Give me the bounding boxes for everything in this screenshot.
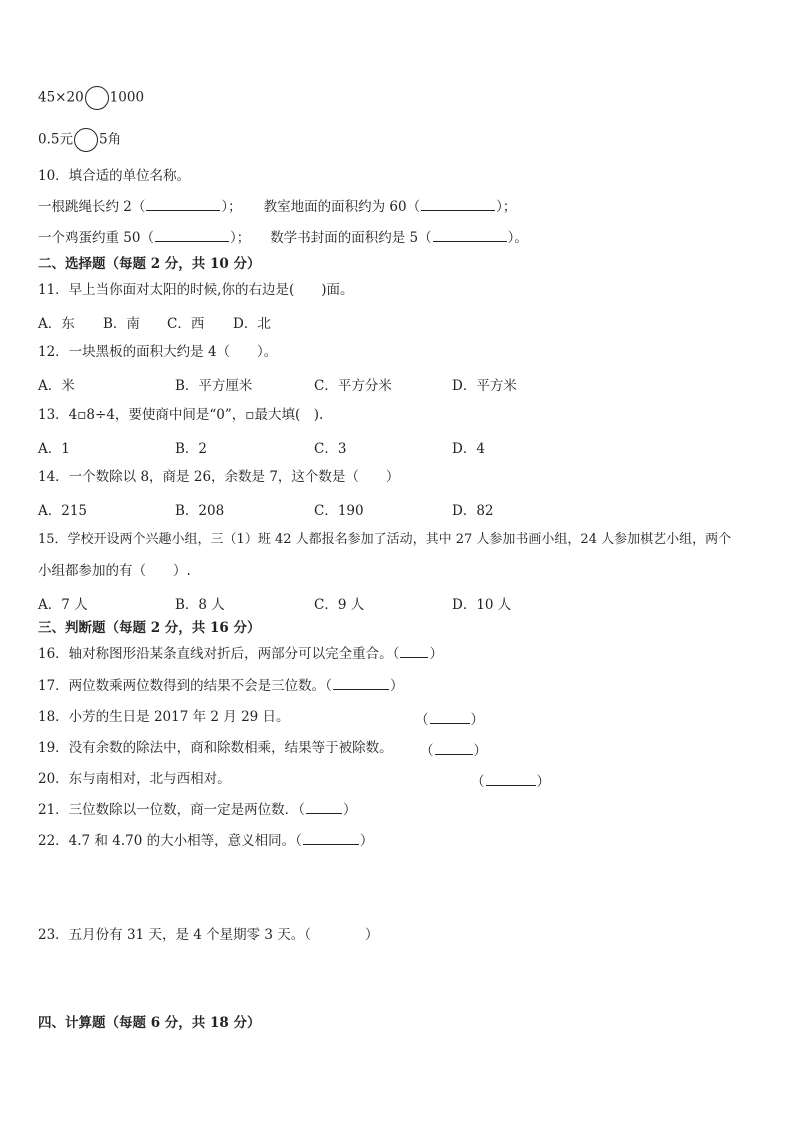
close-paren: ） <box>359 833 374 849</box>
compare-row-1 <box>38 86 144 110</box>
question-22 <box>38 832 373 850</box>
q15-option-c[interactable]: C．9 人 <box>314 597 365 613</box>
section-heading-choice: 二、选择题（每题 2 分，共 10 分） <box>38 256 261 272</box>
q13-option-d[interactable]: D．4 <box>452 441 485 457</box>
question-13: 13．4▫8÷4，要使商中间是“0”，▫最大填( ). <box>38 407 324 423</box>
close-paren: ） <box>429 646 443 662</box>
q13-option-c[interactable]: C．3 <box>314 441 347 457</box>
compare-right-2: 5角 <box>98 131 122 148</box>
question-10-title: 10．填合适的单位名称。 <box>38 168 191 184</box>
q11-option-d[interactable]: D．北 <box>233 316 271 332</box>
q16-text: 16．轴对称图形沿某条直线对折后，两部分可以完全重合。（ <box>38 646 400 662</box>
open-paren: （ <box>471 774 485 790</box>
compare-left-1: 45×20 <box>38 89 84 106</box>
question-15-line-2: 小组都参加的有（ ）. <box>38 563 191 579</box>
q11-option-c[interactable]: C．西 <box>167 316 205 332</box>
open-paren: （ <box>420 743 434 759</box>
q17-text: 17．两位数乘两位数得到的结果不会是三位数。（ <box>38 678 332 694</box>
q14-option-a[interactable]: A．215 <box>38 503 88 519</box>
answer-blank[interactable] <box>155 229 229 242</box>
q11-option-a[interactable]: A．东 <box>38 316 75 332</box>
answer-blank[interactable] <box>400 645 428 658</box>
q15-option-b[interactable]: B．8 人 <box>175 597 225 613</box>
q12-option-a[interactable]: A．米 <box>38 378 75 394</box>
q12-option-d[interactable]: D．平方米 <box>452 378 517 394</box>
question-18: 18．小芳的生日是 2017 年 2 月 29 日。 <box>38 709 290 725</box>
q10-r1a-end: ）； <box>221 199 242 215</box>
answer-blank[interactable] <box>306 801 342 814</box>
compare-left-2: 0.5元 <box>38 131 73 148</box>
question-15-line-1: 15．学校开设两个兴趣小组，三（1）班 42 人都报名参加了活动，其中 27 人参加书画小组，24 人参加棋艺小组，两个 <box>38 532 732 547</box>
question-17 <box>38 677 403 695</box>
q10-r2a: 一个鸡蛋约重 50（ <box>38 230 154 246</box>
question-14: 14．一个数除以 8，商是 26，余数是 7，这个数是（ ） <box>38 469 400 485</box>
close-paren: ） <box>389 678 404 694</box>
answer-blank[interactable] <box>486 773 536 786</box>
q22-text: 22．4.7 和 4.70 的大小相等，意义相同。（ <box>38 833 302 849</box>
q10-r1a: 一根跳绳长约 2（ <box>38 199 146 215</box>
answer-blank[interactable] <box>435 742 473 755</box>
answer-blank[interactable] <box>433 229 507 242</box>
question-19: 19．没有余数的除法中，商和除数相乘，结果等于被除数。 <box>38 740 393 756</box>
q19-answer <box>420 739 487 759</box>
answer-blank[interactable] <box>333 677 389 690</box>
question-20: 20．东与南相对，北与西相对。 <box>38 771 231 787</box>
q14-option-b[interactable]: B．208 <box>175 503 225 519</box>
compare-circle-2[interactable] <box>74 128 98 152</box>
compare-circle-1[interactable] <box>85 86 109 110</box>
answer-blank[interactable] <box>303 832 359 845</box>
close-paren: ） <box>536 774 550 790</box>
close-paren: ） <box>473 743 487 759</box>
q15-option-a[interactable]: A．7 人 <box>38 597 88 613</box>
section-heading-calc: 四、计算题（每题 6 分，共 18 分） <box>38 1015 261 1031</box>
close-paren: ） <box>470 712 484 728</box>
compare-right-1: 1000 <box>109 89 145 106</box>
section-heading-judge: 三、判断题（每题 2 分，共 16 分） <box>38 620 261 636</box>
question-10-row-1 <box>38 198 516 216</box>
open-paren: （ <box>415 712 429 728</box>
answer-blank[interactable] <box>430 711 470 724</box>
question-21 <box>38 801 356 819</box>
question-23: 23．五月份有 31 天，是 4 个星期零 3 天。（ ） <box>38 927 379 943</box>
q10-r2a-end: ）； <box>229 230 251 246</box>
answer-blank[interactable] <box>421 198 495 211</box>
q12-option-c[interactable]: C．平方分米 <box>314 378 392 394</box>
q20-answer <box>471 770 550 790</box>
q21-text: 21．三位数除以一位数，商一定是两位数．（ <box>38 802 305 818</box>
q18-answer <box>415 708 484 728</box>
q10-r2b-end: ）。 <box>507 230 528 246</box>
question-16 <box>38 645 443 663</box>
question-11: 11．早上当你面对太阳的时候,你的右边是( )面。 <box>38 282 354 298</box>
q12-option-b[interactable]: B．平方厘米 <box>175 378 253 394</box>
q14-option-c[interactable]: C．190 <box>314 503 364 519</box>
q11-option-b[interactable]: B．南 <box>103 316 140 332</box>
q15-option-d[interactable]: D．10 人 <box>452 597 512 613</box>
question-10-row-2 <box>38 229 528 247</box>
q10-r1b: 教室地面的面积约为 60（ <box>263 199 421 215</box>
question-12: 12．一块黑板的面积大约是 4（ ）。 <box>38 344 278 360</box>
answer-blank[interactable] <box>146 198 220 211</box>
q13-option-a[interactable]: A．1 <box>38 441 70 457</box>
q10-r2b: 数学书封面的面积约是 5（ <box>270 230 432 246</box>
q13-option-b[interactable]: B．2 <box>175 441 208 457</box>
close-paren: ） <box>342 802 357 818</box>
q14-option-d[interactable]: D．82 <box>452 503 494 519</box>
q10-r1b-end: ）； <box>496 199 517 215</box>
compare-row-2 <box>38 128 121 152</box>
